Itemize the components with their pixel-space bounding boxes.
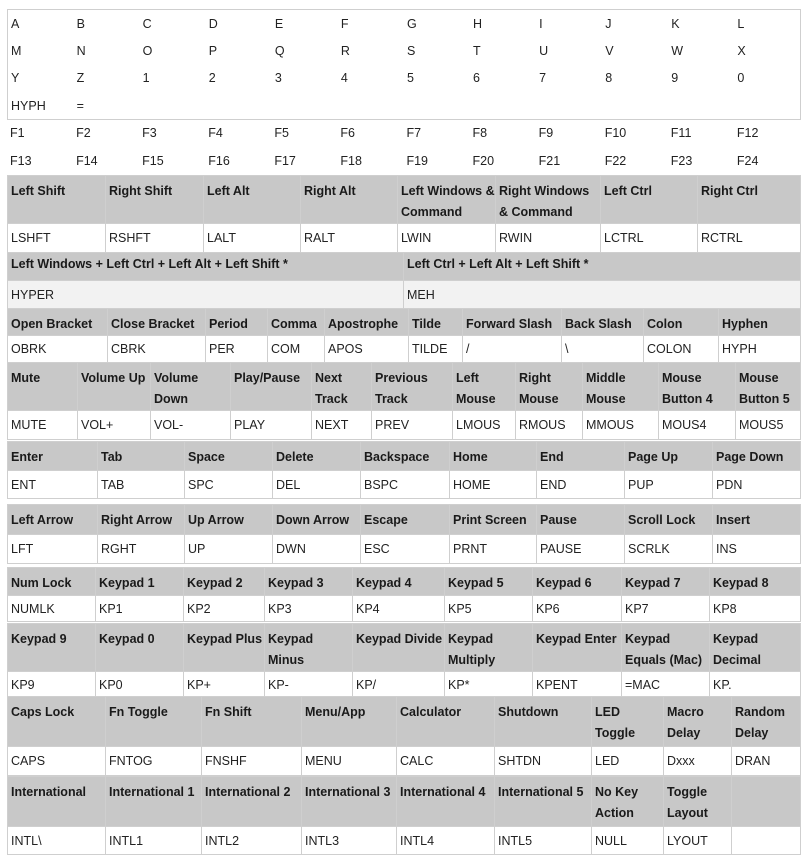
key-cell-g: G (406, 16, 417, 31)
key-name-fn-shift: Fn Shift (202, 697, 302, 747)
key-name-international-2: International 2 (202, 777, 302, 827)
key-code-lmous: LMOUS (453, 411, 516, 440)
key-name-shutdown: Shutdown (495, 697, 592, 747)
table-row (8, 92, 801, 120)
key-name-keypad-8: Keypad 8 (710, 568, 801, 596)
key-code-play: PLAY (231, 411, 312, 440)
key-cell-c: C (142, 16, 152, 31)
key-cell-blank (668, 92, 734, 120)
key-name-page-up: Page Up (625, 442, 713, 471)
key-code-menu: MENU (302, 747, 397, 776)
key-name-back-slash: Back Slash (562, 309, 644, 336)
keypad-table-1 (7, 567, 801, 622)
modifiers-table (7, 175, 801, 253)
key-cell-f6: F6 (340, 126, 355, 140)
key-cell-blank (338, 92, 404, 120)
key-name-backspace: Backspace (361, 442, 450, 471)
key-name-right-alt: Right Alt (301, 176, 398, 224)
key-cell-x: X (737, 43, 746, 58)
key-code-per: PER (206, 336, 268, 363)
code-row (8, 224, 801, 253)
header-row (8, 624, 801, 672)
key-cell-p: P (208, 43, 218, 58)
key-cell-z: Z (76, 71, 85, 86)
key-cell-f22: F22 (604, 154, 627, 168)
key-code-ins: INS (713, 535, 801, 564)
key-name-down-arrow: Down Arrow (273, 505, 361, 535)
key-code-calc: CALC (397, 747, 495, 776)
key-name-keypad-1: Keypad 1 (96, 568, 184, 596)
key-code-vol: VOL+ (78, 411, 151, 440)
key-code-caps: CAPS (8, 747, 106, 776)
media-mouse-table (7, 362, 801, 440)
key-cell-f17: F17 (274, 154, 296, 168)
key-code-rmous: RMOUS (516, 411, 583, 440)
key-name-open-bracket: Open Bracket (8, 309, 108, 336)
key-cell-n: N (76, 43, 86, 58)
code-row (8, 672, 801, 698)
key-name-keypad-divide: Keypad Divide (353, 624, 445, 672)
key-cell-1: 1 (142, 71, 150, 86)
key-code-del: DEL (273, 471, 361, 499)
key-code-lshft: LSHFT (8, 224, 106, 253)
key-code-scrlk: SCRLK (625, 535, 713, 564)
key-name-up-arrow: Up Arrow (185, 505, 273, 535)
key-cell-blank: = (76, 98, 84, 113)
key-code-kpent: KPENT (533, 672, 622, 698)
key-name-space: Space (185, 442, 273, 471)
key-cell-0: 0 (737, 71, 745, 86)
key-name-no-key-action: No Key Action (592, 777, 664, 827)
key-code-mmous: MMOUS (583, 411, 659, 440)
key-code-rshft: RSHFT (106, 224, 204, 253)
key-cell-u: U (539, 43, 549, 58)
key-cell-blank (602, 92, 668, 120)
key-code-lctrl: LCTRL (601, 224, 698, 253)
key-cell-a: A (11, 16, 20, 31)
key-code-kp3: KP3 (265, 596, 353, 622)
key-code-shtdn: SHTDN (495, 747, 592, 776)
key-cell-f21: F21 (538, 154, 561, 168)
key-code-up: UP (185, 535, 273, 564)
key-cell-f23: F23 (670, 154, 693, 168)
key-name-keypad-5: Keypad 5 (445, 568, 533, 596)
key-name-scroll-lock: Scroll Lock (625, 505, 713, 535)
key-name-comma: Comma (268, 309, 325, 336)
key-cell-6: 6 (473, 71, 480, 86)
key-code-numlk: NUMLK (8, 596, 96, 622)
key-name-hyphen: Hyphen (719, 309, 801, 336)
table-row (8, 37, 801, 65)
key-name-keypad-9: Keypad 9 (8, 624, 96, 672)
key-code-colon: COLON (644, 336, 719, 363)
key-code-pause: PAUSE (537, 535, 625, 564)
key-name-international-1: International 1 (106, 777, 202, 827)
key-name-delete: Delete (273, 442, 361, 471)
key-name-macro-delay: Macro Delay (664, 697, 732, 747)
key-cell-8: 8 (605, 71, 613, 86)
key-name-middle-mouse: Middle Mouse (583, 363, 659, 411)
key-name-keypad-0: Keypad 0 (96, 624, 184, 672)
key-name-colon: Colon (644, 309, 719, 336)
key-name-keypad-6: Keypad 6 (533, 568, 622, 596)
key-code-next: NEXT (312, 411, 372, 440)
key-name-mute: Mute (8, 363, 78, 411)
key-name-led-toggle: LED Toggle (592, 697, 664, 747)
key-cell-o: O (142, 43, 153, 58)
international-table (7, 776, 801, 855)
key-cell-hyph: HYPH (11, 98, 46, 113)
code-row (8, 411, 801, 440)
header-row (8, 505, 801, 535)
key-code-blank: \ (562, 336, 644, 363)
key-name-keypad-2: Keypad 2 (184, 568, 265, 596)
combos-table (7, 252, 801, 309)
key-code-kp: KP+ (184, 672, 265, 698)
code-row (8, 535, 801, 564)
key-name-international-5: International 5 (495, 777, 592, 827)
key-name-pause: Pause (537, 505, 625, 535)
key-name-page-down: Page Down (713, 442, 801, 471)
key-name-next-track: Next Track (312, 363, 372, 411)
key-code-prnt: PRNT (450, 535, 537, 564)
key-cell-f19: F19 (406, 154, 429, 168)
code-row (8, 281, 801, 309)
key-name-play-pause: Play/Pause (231, 363, 312, 411)
key-code-cbrk: CBRK (108, 336, 206, 363)
header-row (8, 253, 801, 281)
key-cell-q: Q (274, 43, 285, 58)
key-cell-blank (140, 92, 206, 120)
key-name-previous-track: Previous Track (372, 363, 453, 411)
keypad-table-2 (7, 623, 801, 698)
key-code-ent: ENT (8, 471, 98, 499)
key-code-rght: RGHT (98, 535, 185, 564)
key-code-obrk: OBRK (8, 336, 108, 363)
key-cell-v: V (605, 43, 614, 58)
key-code-intl: INTL\ (8, 827, 106, 855)
key-name-right-arrow: Right Arrow (98, 505, 185, 535)
key-name-print-screen: Print Screen (450, 505, 537, 535)
key-cell-f4: F4 (208, 126, 223, 140)
code-row (8, 336, 801, 363)
function-key-table (7, 119, 800, 175)
key-cell-2: 2 (208, 71, 216, 86)
key-name-keypad-plus: Keypad Plus (184, 624, 265, 672)
key-name-left-windows-command: Left Windows & Command (398, 176, 496, 224)
key-name-mouse-button-5: Mouse Button 5 (736, 363, 801, 411)
key-code-pdn: PDN (713, 471, 801, 499)
key-name-volume-down: Volume Down (151, 363, 231, 411)
key-name-left-ctrl-left-alt-left-shift: Left Ctrl + Left Alt + Left Shift * (404, 253, 801, 281)
key-code-esc: ESC (361, 535, 450, 564)
key-name-period: Period (206, 309, 268, 336)
key-code-blank (732, 827, 801, 855)
key-code-com: COM (268, 336, 325, 363)
key-cell-d: D (208, 16, 218, 31)
key-code-spc: SPC (185, 471, 273, 499)
key-code-lalt: LALT (204, 224, 301, 253)
key-code-home: HOME (450, 471, 537, 499)
key-cell-b: B (76, 16, 85, 31)
key-name-keypad-equals-mac: Keypad Equals (Mac) (622, 624, 710, 672)
key-code-kp: KP* (445, 672, 533, 698)
key-code-rctrl: RCTRL (698, 224, 801, 253)
key-name-left-alt: Left Alt (204, 176, 301, 224)
key-name-volume-up: Volume Up (78, 363, 151, 411)
key-code-lyout: LYOUT (664, 827, 732, 855)
key-code-lft: LFT (8, 535, 98, 564)
key-cell-f9: F9 (538, 126, 554, 140)
key-name-international: International (8, 777, 106, 827)
key-cell-4: 4 (340, 71, 348, 86)
key-name-international-4: International 4 (397, 777, 495, 827)
key-cell-f3: F3 (142, 126, 157, 140)
key-cell-f2: F2 (76, 126, 91, 140)
key-cell-f8: F8 (472, 126, 488, 140)
key-cell-5: 5 (406, 71, 414, 86)
key-name-keypad-7: Keypad 7 (622, 568, 710, 596)
key-cell-l: L (737, 16, 745, 31)
key-cell-f20: F20 (472, 154, 495, 168)
key-code-end: END (537, 471, 625, 499)
key-cell-f11: F11 (670, 126, 692, 140)
key-name-escape: Escape (361, 505, 450, 535)
key-name-close-bracket: Close Bracket (108, 309, 206, 336)
key-cell-f15: F15 (142, 154, 164, 168)
key-name-left-ctrl: Left Ctrl (601, 176, 698, 224)
key-name-right-windows-command: Right Windows & Command (496, 176, 601, 224)
key-name-tab: Tab (98, 442, 185, 471)
key-name-end: End (537, 442, 625, 471)
key-code-kp6: KP6 (533, 596, 622, 622)
key-name-enter: Enter (8, 442, 98, 471)
key-name-keypad-decimal: Keypad Decimal (710, 624, 801, 672)
key-name-home: Home (450, 442, 537, 471)
key-name-left-arrow: Left Arrow (8, 505, 98, 535)
key-cell-i: I (539, 16, 543, 31)
key-name-right-mouse: Right Mouse (516, 363, 583, 411)
table-row (7, 147, 800, 175)
key-code-hyph: HYPH (719, 336, 801, 363)
key-code-kp9: KP9 (8, 672, 96, 698)
key-name-tilde: Tilde (409, 309, 463, 336)
key-name-right-ctrl: Right Ctrl (698, 176, 801, 224)
alphanumeric-key-table (7, 9, 801, 120)
key-cell-f1: F1 (10, 126, 25, 140)
key-cell-blank (470, 92, 536, 120)
key-cell-f5: F5 (274, 126, 289, 140)
key-code-led: LED (592, 747, 664, 776)
key-cell-f12: F12 (736, 126, 759, 140)
key-name-left-shift: Left Shift (8, 176, 106, 224)
key-code-intl5: INTL5 (495, 827, 592, 855)
key-name-caps-lock: Caps Lock (8, 697, 106, 747)
key-name-apostrophe: Apostrophe (325, 309, 409, 336)
header-row (8, 442, 801, 471)
key-code-mac: =MAC (622, 672, 710, 698)
key-cell-blank (536, 92, 602, 120)
table-row (7, 119, 800, 147)
header-row (8, 176, 801, 224)
code-row (8, 747, 801, 776)
key-code-hyper: HYPER (8, 281, 404, 309)
key-cell-j: J (605, 16, 612, 31)
key-code-bspc: BSPC (361, 471, 450, 499)
key-code-vol: VOL- (151, 411, 231, 440)
key-code-kp5: KP5 (445, 596, 533, 622)
key-name-insert: Insert (713, 505, 801, 535)
key-cell-w: W (671, 43, 684, 58)
key-cell-blank (734, 92, 800, 120)
key-name-keypad-4: Keypad 4 (353, 568, 445, 596)
key-code-fntog: FNTOG (106, 747, 202, 776)
code-row (8, 471, 801, 499)
key-name-fn-toggle: Fn Toggle (106, 697, 202, 747)
key-cell-t: T (473, 43, 481, 58)
key-cell-blank (206, 92, 272, 120)
key-cell-h: H (473, 16, 483, 31)
key-code-intl1: INTL1 (106, 827, 202, 855)
key-name-calculator: Calculator (397, 697, 495, 747)
key-name-forward-slash: Forward Slash (463, 309, 562, 336)
key-cell-blank (272, 92, 338, 120)
special-keys-table (7, 696, 801, 776)
key-name-random-delay: Random Delay (732, 697, 801, 747)
key-cell-f14: F14 (76, 154, 98, 168)
key-code-blank: / (463, 336, 562, 363)
key-code-null: NULL (592, 827, 664, 855)
punctuation-table (7, 308, 801, 363)
key-cell-f16: F16 (208, 154, 230, 168)
key-name-keypad-3: Keypad 3 (265, 568, 353, 596)
key-name-keypad-minus: Keypad Minus (265, 624, 353, 672)
key-code-dran: DRAN (732, 747, 801, 776)
key-code-rwin: RWIN (496, 224, 601, 253)
key-name-left-mouse: Left Mouse (453, 363, 516, 411)
key-code-intl2: INTL2 (202, 827, 302, 855)
key-name-blank (732, 777, 801, 827)
key-code-tilde: TILDE (409, 336, 463, 363)
key-code-dwn: DWN (273, 535, 361, 564)
key-code-dxxx: Dxxx (664, 747, 732, 776)
key-code-kp7: KP7 (622, 596, 710, 622)
key-code-kp: KP- (265, 672, 353, 698)
header-row (8, 697, 801, 747)
key-code-kp1: KP1 (96, 596, 184, 622)
key-cell-f10: F10 (604, 126, 627, 140)
key-code-kp8: KP8 (710, 596, 801, 622)
header-row (8, 363, 801, 411)
key-name-keypad-multiply: Keypad Multiply (445, 624, 533, 672)
key-cell-blank (404, 92, 470, 120)
key-name-keypad-enter: Keypad Enter (533, 624, 622, 672)
key-code-lwin: LWIN (398, 224, 496, 253)
key-cell-f7: F7 (406, 126, 422, 140)
key-code-meh: MEH (404, 281, 801, 309)
key-code-prev: PREV (372, 411, 453, 440)
key-cell-3: 3 (274, 71, 282, 86)
key-cell-f: F (340, 16, 349, 31)
key-code-kp0: KP0 (96, 672, 184, 698)
arrows-table (7, 504, 801, 564)
key-code-mute: MUTE (8, 411, 78, 440)
key-name-mouse-button-4: Mouse Button 4 (659, 363, 736, 411)
header-row (8, 568, 801, 596)
key-code-ralt: RALT (301, 224, 398, 253)
key-cell-m: M (11, 43, 22, 58)
key-code-intl4: INTL4 (397, 827, 495, 855)
key-code-mous5: MOUS5 (736, 411, 801, 440)
key-code-mous4: MOUS4 (659, 411, 736, 440)
header-row (8, 309, 801, 336)
key-code-tab: TAB (98, 471, 185, 499)
key-code-kp4: KP4 (353, 596, 445, 622)
key-cell-f18: F18 (340, 154, 362, 168)
code-row (8, 596, 801, 622)
navigation-table (7, 441, 801, 499)
key-name-num-lock: Num Lock (8, 568, 96, 596)
key-name-right-shift: Right Shift (106, 176, 204, 224)
key-cell-f13: F13 (10, 154, 32, 168)
key-code-apos: APOS (325, 336, 409, 363)
key-cell-k: K (671, 16, 680, 31)
header-row (8, 777, 801, 827)
key-code-kp: KP/ (353, 672, 445, 698)
key-code-kp2: KP2 (184, 596, 265, 622)
key-code-intl3: INTL3 (302, 827, 397, 855)
key-cell-s: S (406, 43, 416, 58)
table-row (8, 65, 801, 93)
key-code-kp: KP. (710, 672, 801, 698)
key-cell-9: 9 (671, 71, 679, 86)
key-code-pup: PUP (625, 471, 713, 499)
key-name-toggle-layout: Toggle Layout (664, 777, 732, 827)
code-row (8, 827, 801, 855)
key-cell-y: Y (11, 71, 20, 86)
key-cell-7: 7 (539, 71, 547, 86)
key-cell-f24: F24 (736, 154, 759, 168)
key-code-fnshf: FNSHF (202, 747, 302, 776)
key-name-menu-app: Menu/App (302, 697, 397, 747)
key-name-international-3: International 3 (302, 777, 397, 827)
key-cell-r: R (340, 43, 350, 58)
table-row (8, 10, 801, 38)
key-cell-e: E (274, 16, 284, 31)
key-name-left-windows-left-ctrl-left-alt-left-shift: Left Windows + Left Ctrl + Left Alt + Left Shift * (8, 253, 404, 281)
